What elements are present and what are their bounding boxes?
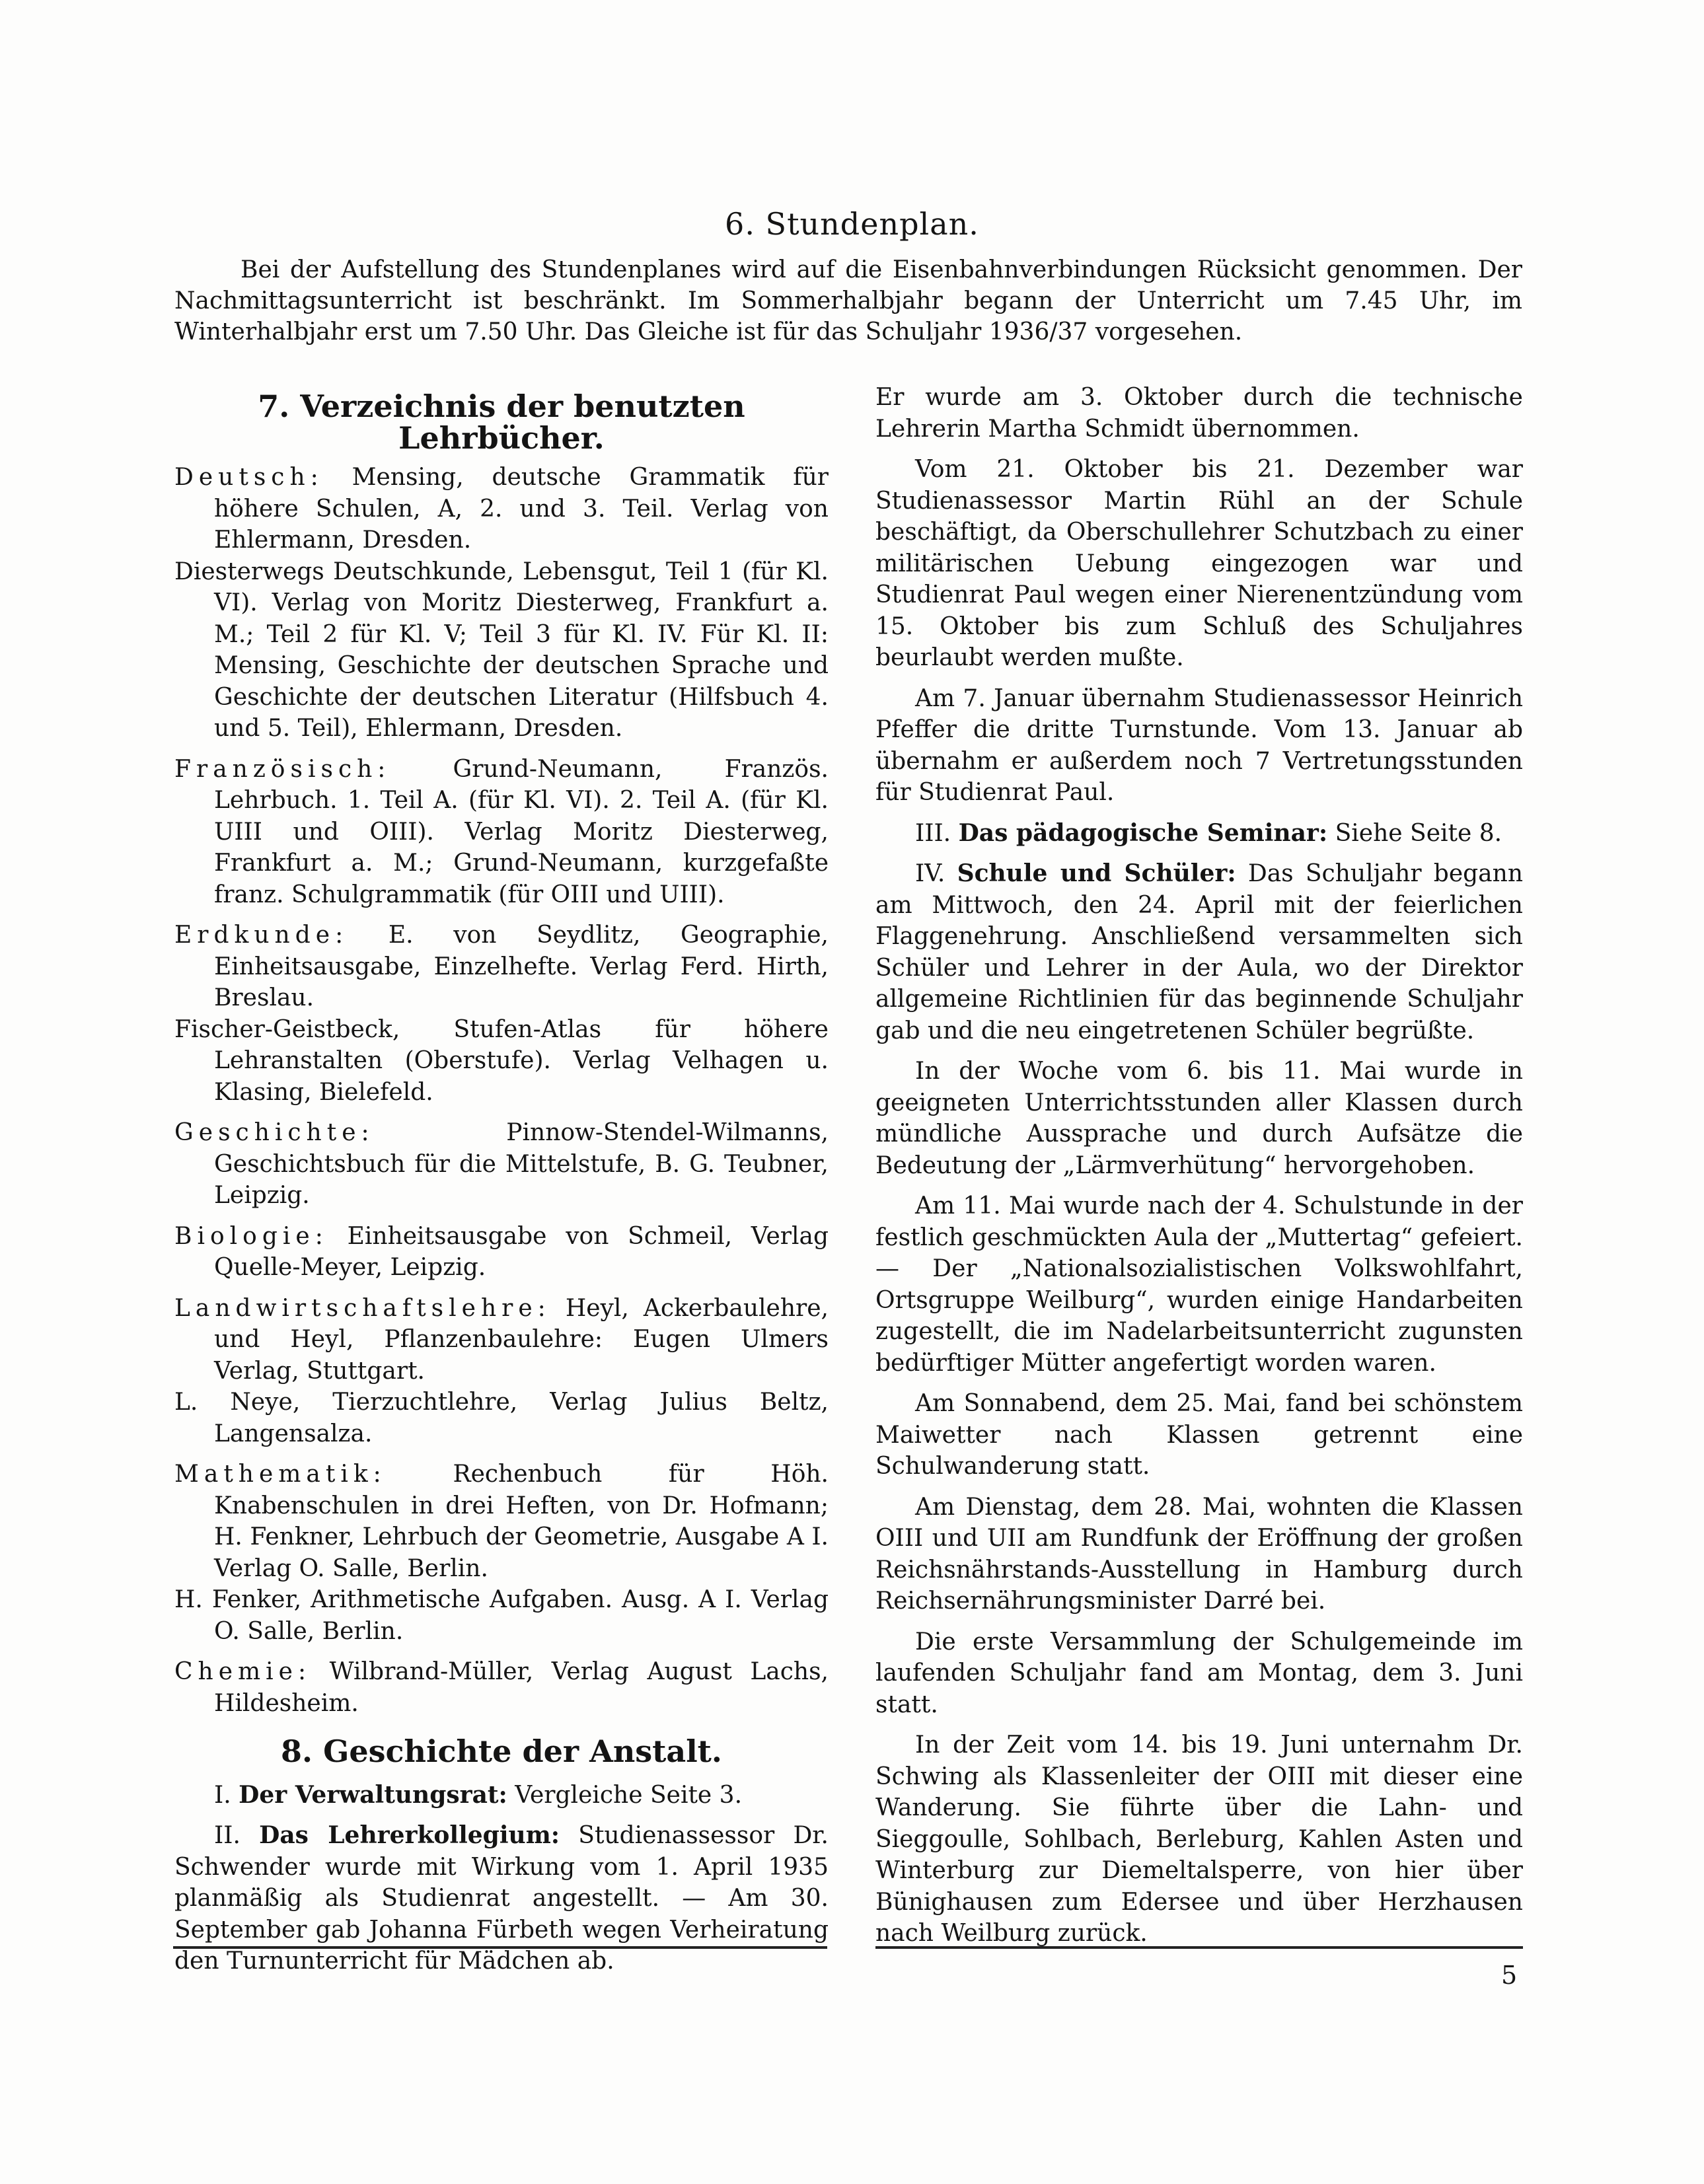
textbook-entry: [174, 1221, 829, 1284]
left-column: [174, 388, 829, 1986]
textbook-text: Einheitsausgabe von Schmeil, Verlag Quelle-Meyer, Leipzig.: [214, 1222, 829, 1281]
footer-rule: [875, 1946, 1523, 1949]
right-column: [875, 382, 1523, 1959]
subsection-iii: [875, 818, 1523, 850]
paragraph: In der Woche vom 6. bis 11. Mai wurde in geeigneten Unterrichtsstunden aller Klassen durch mündliche Aussprache und durch Aufsätze die Bedeutung der „Lärmverhütung“ hervorgehoben.: [875, 1058, 1523, 1179]
subsection-i: [174, 1780, 829, 1811]
subsection-heading: Das pädagogische Seminar:: [958, 819, 1328, 847]
subsection-ii: [174, 1820, 829, 1977]
label: IV.: [915, 860, 957, 887]
paragraph: Am 7. Januar übernahm Studienassessor Heinrich Pfeffer die dritte Turnstunde. Vom 13. Januar ab übernahm er außerdem noch 7 Vertretungsstunden für Studienrat Paul.: [875, 684, 1523, 806]
textbook-text: H. Fenker, Arithmetische Aufgaben. Ausg. A I. Verlag O. Salle, Berlin.: [174, 1586, 829, 1645]
subject-label: Biologie:: [174, 1222, 328, 1250]
label: III.: [915, 819, 959, 847]
subject-label: Französisch:: [174, 755, 391, 783]
textbook-text: Wilbrand-Müller, Verlag August Lachs, Hildesheim.: [214, 1658, 829, 1717]
paragraph: In der Zeit vom 14. bis 19. Juni unternahm Dr. Schwing als Klassenleiter der OIII mit dieser eine Wanderung. Sie führte über die Lahn- und Sieggoulle, Sohlbach, Berleburg, Kahlen Asten und Winterburg zur Diemeltalsperre, von hier über Bünighausen zum Edersee und über Herzhausen nach Weilburg zurück.: [875, 1731, 1523, 1947]
textbook-text: Mensing, deutsche Grammatik für höhere Schulen, A, 2. und 3. Teil. Verlag von Ehlermann, Dresden.: [214, 464, 829, 554]
paragraph: Am Sonnabend, dem 25. Mai, fand bei schönstem Maiwetter nach Klassen getrennt eine Schulwanderung statt.: [875, 1390, 1523, 1480]
textbook-text: Heyl, Ackerbaulehre, und Heyl, Pflanzenbaulehre: Eugen Ulmers Verlag, Stuttgart.: [214, 1294, 829, 1385]
textbook-entry: [174, 754, 829, 911]
paragraph: Er wurde am 3. Oktober durch die technische Lehrerin Martha Schmidt übernommen.: [875, 384, 1523, 443]
paragraph: Am Dienstag, dem 28. Mai, wohnten die Klassen OIII und UII am Rundfunk der Eröffnung der großen Reichsnährstands-Ausstellung in Hamburg durch Reichsernährungsminister Darré bei.: [875, 1493, 1523, 1615]
section-7-heading: 7. Verzeichnis der benutzten Lehrbücher.: [258, 388, 745, 456]
textbook-text: Fischer-Geistbeck, Stufen-Atlas für höhere Lehranstalten (Oberstufe). Verlag Velhagen u. Klasing, Bielefeld.: [174, 1015, 829, 1106]
paragraph: Vom 21. Oktober bis 21. Dezember war Studienassessor Martin Rühl an der Schule beschäftigt, da Oberschullehrer Schutzbach zu einer militärischen Uebung eingezogen war und Studienrat Paul wegen einer Nierenentzündung vom 15. Oktober bis zum Schluß des Schuljahres beurlaubt werden mußte.: [875, 456, 1523, 671]
footer-rule: [173, 1946, 827, 1949]
textbook-entry: [174, 1656, 829, 1719]
section-6-heading: 6. Stundenplan.: [725, 206, 979, 242]
subsection-heading: Das Lehrerkollegium:: [259, 1821, 560, 1849]
subject-label: Chemie:: [174, 1658, 312, 1685]
subsection-heading: Schule und Schüler:: [957, 859, 1236, 887]
subject-label: Deutsch:: [174, 464, 324, 491]
subject-label: Mathematik:: [174, 1461, 387, 1488]
paragraph: Am 11. Mai wurde nach der 4. Schulstunde in der festlich geschmückten Aula der „Muttertag“ gefeiert. — Der „Nationalsozialistischen Volkswohlfahrt, Ortsgruppe Weilburg“, wurden einige Handarbeiten zugestellt, die im Nadelarbeitsunterricht zugunsten bedürftiger Mütter angefertigt worden waren.: [875, 1192, 1523, 1377]
subject-label: Landwirtschaftslehre:: [174, 1294, 551, 1322]
section-8-heading: 8. Geschichte der Anstalt.: [281, 1733, 722, 1769]
subsection-text: Das Schuljahr begann am Mittwoch, den 24. April mit der feierlichen Flaggenehrung. Anschließend versammelten sich Schüler und Lehrer in der Aula, wo der Direktor allgemeine Richtlinien für das beginnende Schuljahr gab und die neu eingetretenen Schüler begrüßte.: [875, 860, 1524, 1044]
label: I.: [214, 1781, 239, 1809]
textbook-entry: [174, 1293, 829, 1450]
textbook-entry: [174, 462, 829, 745]
subsection-text: Siehe Seite 8.: [1327, 819, 1502, 847]
textbook-list: [174, 462, 829, 1719]
paragraph: Die erste Versammlung der Schulgemeinde im laufenden Schuljahr fand am Montag, dem 3. Juni statt.: [875, 1628, 1523, 1718]
section-6-body: Bei der Aufstellung des Stundenplanes wird auf die Eisenbahnverbindungen Rücksicht genommen. Der Nachmittagsunterricht ist beschränkt. Im Sommerhalbjahr begann der Unterricht um 7.45 Uhr, im Winterhalbjahr erst um 7.50 Uhr. Das Gleiche ist für das Schuljahr 1936/37 vorgesehen.: [174, 256, 1522, 346]
textbook-text: E. von Seydlitz, Geographie, Einheitsausgabe, Einzelhefte. Verlag Ferd. Hirth, Breslau.: [214, 922, 829, 1011]
textbook-entry: [174, 920, 829, 1108]
subject-label: Geschichte:: [174, 1119, 375, 1146]
textbook-entry: [174, 1117, 829, 1212]
subsection-iv: [875, 858, 1523, 1046]
textbook-text: Grund-Neumann, Französ. Lehrbuch. 1. Teil A. (für Kl. VI). 2. Teil A. (für Kl. UIII und OIII). Verlag Moritz Diesterweg, Frankfurt a. M.; Grund-Neumann, kurzgefaßte franz. Schulgrammatik (für OIII und UIII).: [214, 755, 829, 908]
textbook-text: Rechenbuch für Höh. Knabenschulen in drei Heften, von Dr. Hofmann; H. Fenkner, Lehrbuch der Geometrie, Ausgabe A I. Verlag O. Salle, Berlin.: [214, 1461, 829, 1582]
subsection-text: Studienassessor Dr. Schwender wurde mit Wirkung vom 1. April 1935 planmäßig als Studienrat angestellt. — Am 30. September gab Johanna Fürbeth wegen Verheiratung den Turnunterricht für Mädchen ab.: [174, 1822, 829, 1975]
textbook-text: Pinnow-Stendel-Wilmanns, Geschichtsbuch für die Mittelstufe, B. G. Teubner, Leipzig.: [214, 1119, 829, 1209]
textbook-text: L. Neye, Tierzuchtlehre, Verlag Julius Beltz, Langensalza.: [174, 1389, 829, 1447]
subsection-heading: Der Verwaltungsrat:: [239, 1780, 507, 1809]
subsection-text: Vergleiche Seite 3.: [507, 1781, 743, 1809]
textbook-text: Diesterwegs Deutschkunde, Lebensgut, Teil 1 (für Kl. VI). Verlag von Moritz Diesterweg, Frankfurt a. M.; Teil 2 für Kl. V; Teil 3 für Kl. IV. Für Kl. II: Mensing, Geschichte der deutschen Sprache und Geschichte der deutschen Literatur (Hilfsbuch 4. und 5. Teil), Ehlermann, Dresden.: [174, 558, 829, 742]
label: II.: [214, 1822, 260, 1849]
page-number: 5: [1501, 1961, 1518, 1990]
subject-label: Erdkunde:: [174, 922, 349, 949]
textbook-entry: [174, 1459, 829, 1647]
